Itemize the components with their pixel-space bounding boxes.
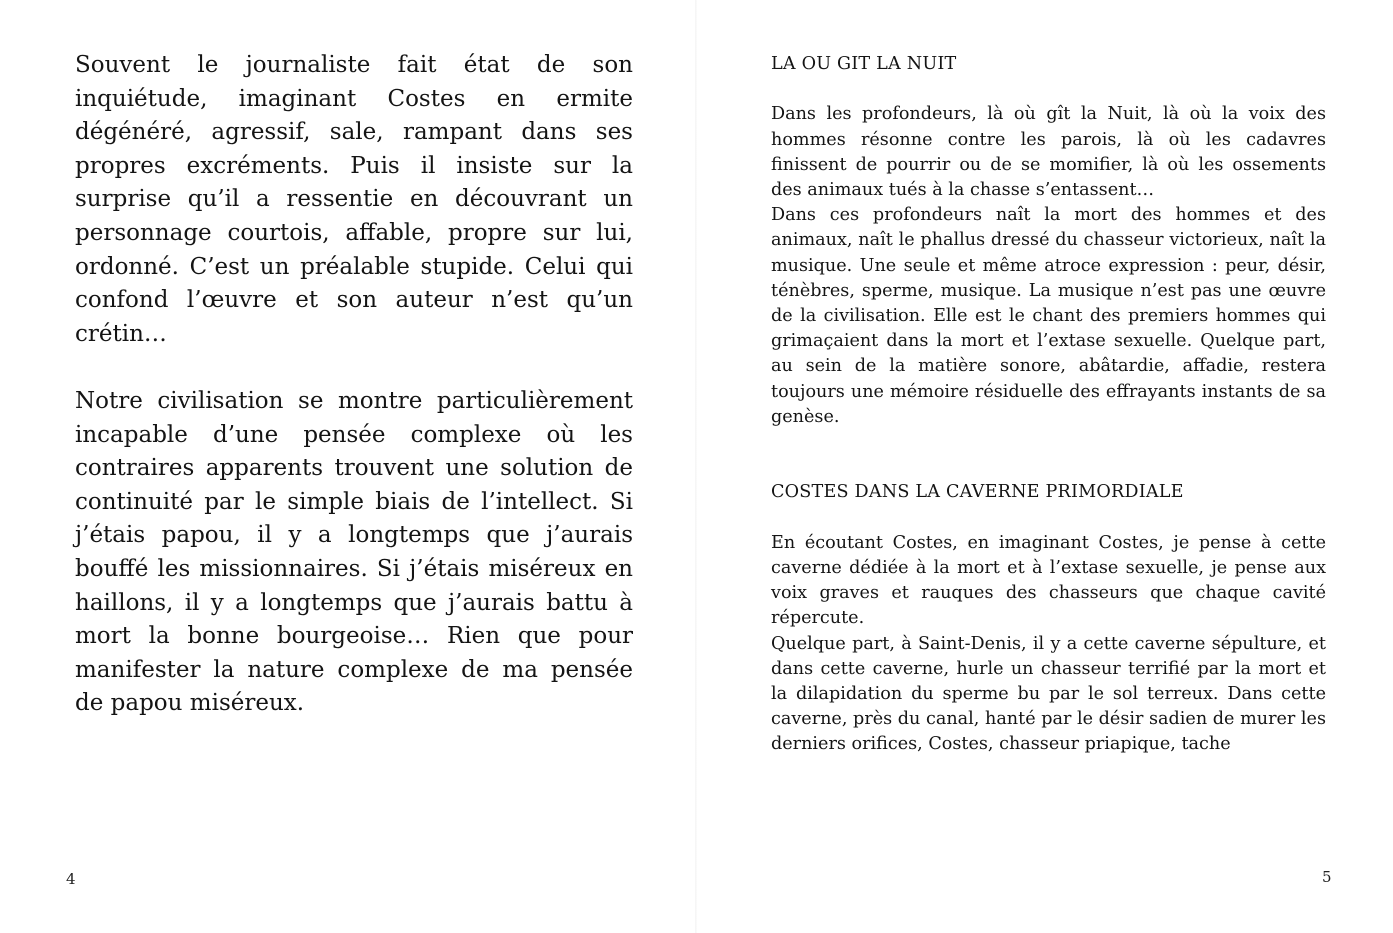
page-number: 4 [66, 870, 76, 888]
paragraph: Dans ces profondeurs naît la mort des hommes et des animaux, naît le phallus dressé du chasseur victorieux, naît la musique. Une seule et même atroce expression : peur, désir, ténèbres, sperme, musique. La musique n’est pas une œuvre de la civilisation. Elle est le chant des premiers hommes qui grimaçaient dans la mort et l’extase sexuelle. Quelque part, au sein de la matière sonore, abâtardie, affadie, restera toujours une mémoire résiduelle des effrayants instants de sa genèse. [771, 205, 1326, 427]
right-page [697, 0, 1393, 933]
paragraph: Notre civilisation se montre particulièrement incapable d’une pensée complexe où les contraires apparents trouvent une solution de continuité par le simple biais de l’intellect. Si j’étais papou, il y a longtemps que j’aurais bouffé les missionnaires. Si j’étais miséreux en haillons, il y a longtemps que j’aurais battu à mort la bonne bourgeoise… Rien que pour manifester la nature complexe de ma pensée de papou miséreux. [75, 387, 633, 717]
paragraph: En écoutant Costes, en imaginant Costes, je pense à cette caverne dédiée à la mort et à l’extase sexuelle, je pense aux voix graves et rauques des chasseurs que chaque cavité répercute. [771, 532, 1326, 629]
section [771, 52, 1326, 430]
left-page [0, 0, 695, 933]
paragraph: Quelque part, à Saint-Denis, il y a cette caverne sépulture, et dans cette caverne, hurle un chasseur terrifié par la mort et la dilapidation du sperme bu par le sol terreux. Dans cette caverne, près du canal, hanté par le désir sadien de murer les derniers orifices, Costes, chasseur priapique, tache [771, 633, 1326, 755]
right-page-text [771, 52, 1326, 758]
section-heading: COSTES DANS LA CAVERNE PRIMORDIALE [771, 482, 1184, 503]
left-page-text [75, 49, 633, 721]
paragraph: Souvent le journaliste fait état de son inquiétude, imaginant Costes en ermite dégénéré, agressif, sale, rampant dans ses propres excréments. Puis il insiste sur la surprise qu’il a ressentie en découvrant un personnage courtois, affable, propre sur lui, ordonné. C’est un préalable stupide. Celui qui confond l’œuvre et son auteur n’est qu’un crétin… [75, 52, 633, 347]
section [771, 480, 1326, 757]
paragraph: Dans les profondeurs, là où gît la Nuit, là où la voix des hommes résonne contre les parois, là où les cadavres finissent de pourrir ou de se momifier, là où les ossements des animaux tués à la chasse s’entassent… [771, 104, 1326, 200]
section-heading: LA OU GIT LA NUIT [771, 54, 957, 74]
page-number: 5 [1322, 868, 1332, 886]
